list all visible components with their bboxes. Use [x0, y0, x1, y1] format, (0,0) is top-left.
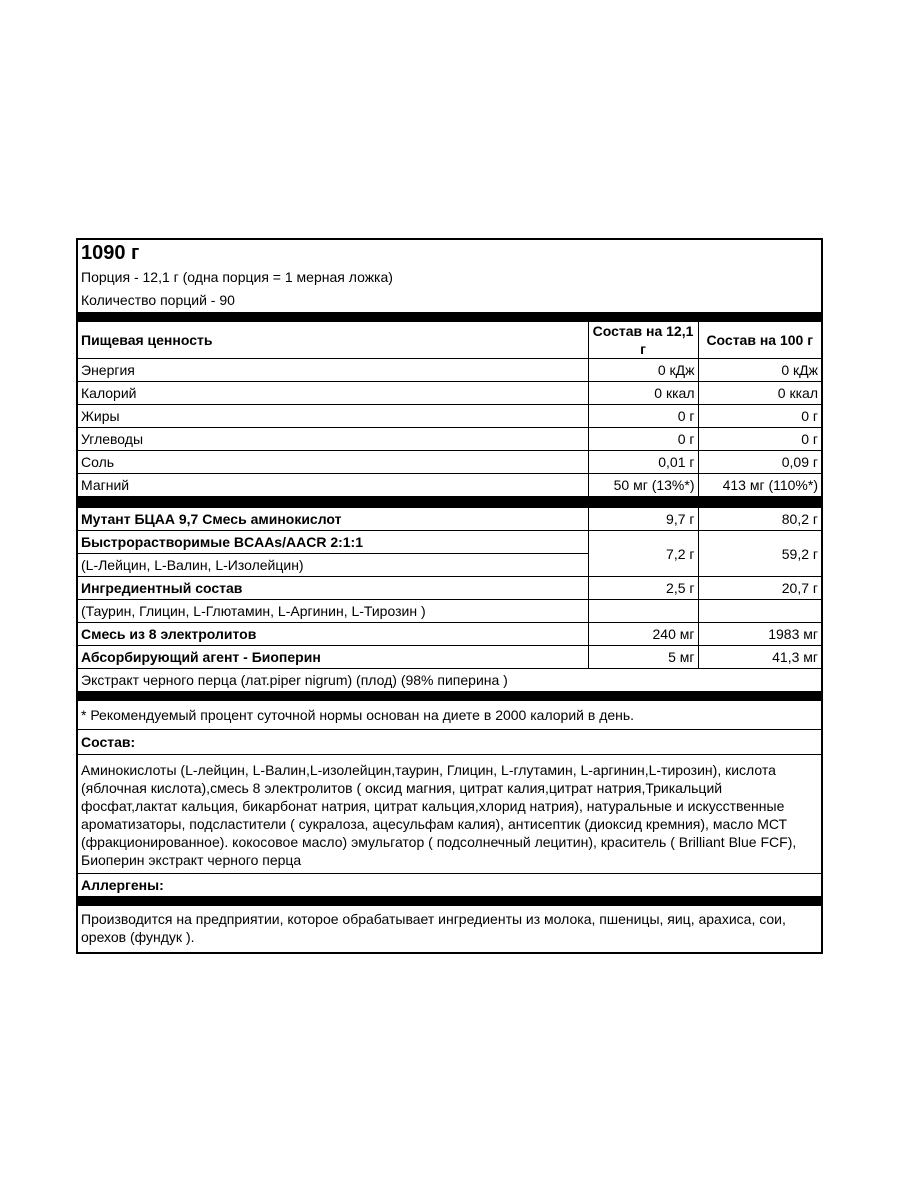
empty-cell: [588, 600, 698, 623]
table-row: [78, 382, 821, 405]
nutrient-value-serving: 50 мг (13%*): [588, 474, 698, 497]
bcaa-value-100g: 59,2 г: [698, 531, 821, 577]
pepper-extract: Экстракт черного перца (лат.piper nigrum) (плод) (98% пиперина ): [78, 669, 821, 692]
composition-line: фосфат,лактат кальция, бикарбонат натрия, цитрат кальция,хлорид натрия), натуральные и искусственные: [81, 798, 785, 814]
nutrient-value-100g: 0 кДж: [698, 359, 821, 382]
servings-count: Количество порций - 90: [81, 292, 235, 308]
allergens-text: [78, 906, 821, 952]
composition-title: Состав:: [78, 729, 821, 754]
portion-info: Порция - 12,1 г (одна порция = 1 мерная ложка): [81, 269, 393, 285]
blend-table: [78, 508, 821, 691]
nutrition-title: Пищевая ценность: [78, 322, 588, 359]
thick-divider: [78, 312, 821, 322]
nutrient-value-serving: 0 г: [588, 428, 698, 451]
nutrient-name: Калорий: [78, 382, 588, 405]
bcaa-value-serving: 7,2 г: [588, 531, 698, 577]
nutrient-value-100g: 0 г: [698, 405, 821, 428]
net-weight: 1090 г: [81, 242, 140, 264]
table-row: [78, 531, 821, 554]
thick-divider: [78, 691, 821, 701]
nutrient-value-serving: 0 г: [588, 405, 698, 428]
table-row: [78, 405, 821, 428]
col-per-100g: Состав на 100 г: [698, 322, 821, 359]
bcaa-sub: (L-Лейцин, L-Валин, L-Изолейцин): [78, 554, 588, 577]
bcaa-name: Быстрорастворимые BCAAs/AACR 2:1:1: [78, 531, 588, 554]
table-row: [78, 359, 821, 382]
electrolytes-name: Смесь из 8 электролитов: [78, 623, 588, 646]
nutrient-value-100g: 0,09 г: [698, 451, 821, 474]
bioperine-value-100g: 41,3 мг: [698, 646, 821, 669]
table-row: [78, 474, 821, 497]
nutrition-table: [78, 322, 821, 496]
nutrient-name: Углеводы: [78, 428, 588, 451]
nutrition-label: [76, 238, 823, 954]
composition-line: Биоперин экстракт черного перца: [81, 852, 302, 868]
allergens-line: орехов (фундук ).: [81, 929, 195, 945]
ingredient-name: Ингредиентный состав: [78, 577, 588, 600]
composition-line: Аминокислоты (L-лейцин, L-Валин,L-изолейцин,таурин, Глицин, L-глутамин, L-аргинин,L-тирозин), кислота: [81, 762, 776, 778]
empty-cell: [698, 600, 821, 623]
nutrient-name: Магний: [78, 474, 588, 497]
nutrient-value-100g: 0 ккал: [698, 382, 821, 405]
nutrient-name: Соль: [78, 451, 588, 474]
ingredient-value-serving: 2,5 г: [588, 577, 698, 600]
electrolytes-value-100g: 1983 мг: [698, 623, 821, 646]
blend-value-100g: 80,2 г: [698, 508, 821, 531]
table-row: [78, 451, 821, 474]
blend-value-serving: 9,7 г: [588, 508, 698, 531]
electrolytes-value-serving: 240 мг: [588, 623, 698, 646]
nutrient-value-100g: 0 г: [698, 428, 821, 451]
nutrition-header-row: [78, 322, 821, 359]
ingredient-value-100g: 20,7 г: [698, 577, 821, 600]
composition-line: ароматизаторы, подсластители ( сукралоза, ацесульфам калия), антисептик (диоксид кремния), масло МСТ: [81, 816, 788, 832]
table-row: [78, 577, 821, 600]
table-row: [78, 646, 821, 669]
nutrient-name: Энергия: [78, 359, 588, 382]
bioperine-name: Абсорбирующий агент - Биоперин: [78, 646, 588, 669]
bioperine-value-serving: 5 мг: [588, 646, 698, 669]
table-row: [78, 623, 821, 646]
composition-text: [78, 754, 821, 873]
nutrient-value-serving: 0 ккал: [588, 382, 698, 405]
table-row: [78, 508, 821, 531]
allergens-line: Производится на предприятии, которое обрабатывает ингредиенты из молока, пшеницы, яиц, арахиса, сои,: [81, 911, 786, 927]
ingredient-sub: (Таурин, Глицин, L-Глютамин, L-Аргинин, L-Тирозин ): [78, 600, 588, 623]
composition-line: (фракционированное). кокосовое масло) эмульгатор ( подсолнечный лецитин), краситель ( Brilliant Blue FCF),: [81, 834, 797, 850]
nutrient-name: Жиры: [78, 405, 588, 428]
allergens-title: Аллергены:: [78, 873, 821, 896]
thick-divider: [78, 896, 821, 906]
col-per-serving: Состав на 12,1 г: [588, 322, 698, 359]
daily-value-footnote: * Рекомендуемый процент суточной нормы основан на диете в 2000 калорий в день.: [81, 707, 635, 723]
thick-divider: [78, 496, 821, 508]
nutrient-value-serving: 0 кДж: [588, 359, 698, 382]
composition-line: (яблочная кислота),смесь 8 электролитов ( оксид магния, цитрат калия,цитрат натрия,Трикальций: [81, 780, 723, 796]
nutrient-value-100g: 413 мг (110%*): [698, 474, 821, 497]
blend-name: Мутант БЦАА 9,7 Смесь аминокислот: [78, 508, 588, 531]
nutrient-value-serving: 0,01 г: [588, 451, 698, 474]
table-row: [78, 669, 821, 692]
table-row: [78, 428, 821, 451]
table-row: [78, 600, 821, 623]
label-header: [78, 240, 821, 312]
